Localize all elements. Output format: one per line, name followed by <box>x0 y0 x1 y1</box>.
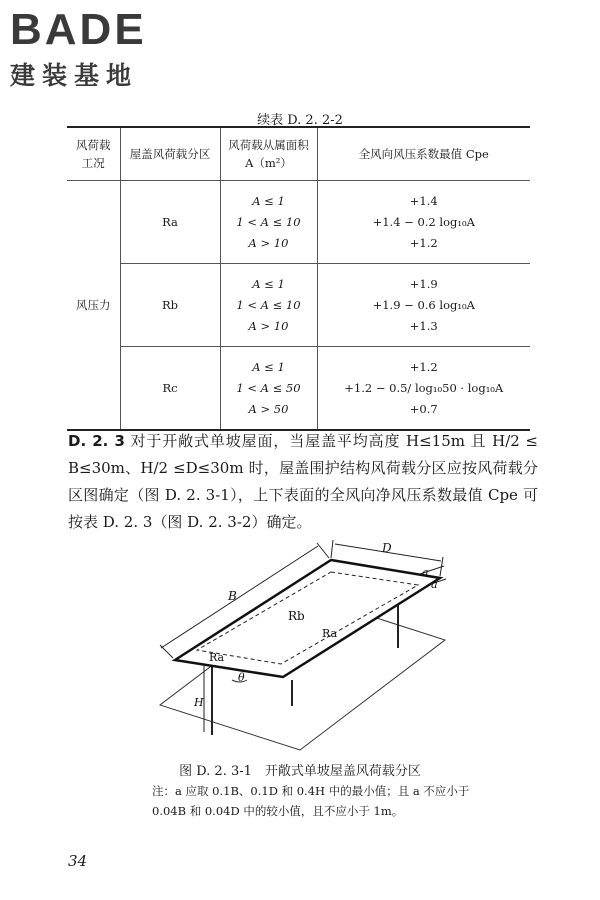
zone-cell: Rb <box>120 264 220 347</box>
zone-cell: Rc <box>120 347 220 431</box>
brand-subtitle: 建装基地 <box>10 61 139 90</box>
coef-line: +1.4 <box>409 193 438 208</box>
figure-caption: 图 D. 2. 3-1 开敞式单坡屋盖风荷载分区 <box>179 764 421 779</box>
label-a1: a <box>422 566 429 579</box>
label-d: D <box>382 541 392 555</box>
coef-line: +1.9 <box>409 276 438 291</box>
table-caption: 续表 D. 2. 2-2 <box>257 113 343 128</box>
coef-line: +1.4 − 0.2 log₁₀A <box>372 214 475 229</box>
clause-text: 对于开敞式单坡屋面，当屋盖平均高度 H≤15m 且 H/2 ≤ B≤30m、H/2 ≤D≤30m 时，屋盖围护结构风荷载分区应按风荷载分区图确定（图 D. 2. 3-1），上下表面的全风向净风压系数最值 Cpe 可按表 D. 2. 3（图 D. 2. 3-2）确定。 <box>68 432 538 531</box>
coef-line: +1.2 <box>409 359 438 374</box>
area-line: A > 10 <box>248 318 289 333</box>
zone-cell: Ra <box>120 181 220 264</box>
area-line: 1 < A ≤ 10 <box>236 297 301 312</box>
brand-name: BADE <box>10 5 147 54</box>
header-condition: 风荷载工况 <box>67 127 120 181</box>
label-b: B <box>228 589 237 603</box>
header-zone: 屋盖风荷载分区 <box>120 127 220 181</box>
label-ra-left: Ra <box>209 651 225 664</box>
page-number: 34 <box>68 852 88 870</box>
label-a2: a <box>431 578 438 591</box>
label-h: H <box>194 696 204 709</box>
coef-line: +0.7 <box>409 401 438 416</box>
coef-line: +1.9 − 0.6 log₁₀A <box>372 297 475 312</box>
label-theta: θ <box>238 671 245 684</box>
area-line: A ≤ 1 <box>252 359 285 374</box>
clause-number: D. 2. 3 <box>68 432 125 450</box>
area-line: A ≤ 1 <box>252 193 285 208</box>
condition-cell: 风压力 <box>67 181 120 431</box>
area-line: A > 50 <box>248 401 289 416</box>
area-line: 1 < A ≤ 10 <box>236 214 301 229</box>
area-line: 1 < A ≤ 50 <box>236 380 301 395</box>
coef-line: +1.2 − 0.5/ log₁₀50 · log₁₀A <box>344 380 504 395</box>
label-rb: Rb <box>288 609 305 623</box>
header-area: 风荷载从属面积 A（m²） <box>220 127 317 181</box>
header-coef: 全风向风压系数最值 Cpe <box>317 127 530 181</box>
area-line: A > 10 <box>248 235 289 250</box>
coef-line: +1.3 <box>409 318 438 333</box>
figure-note: 注：a 应取 0.1B、0.1D 和 0.4H 中的最小值；且 a 不应小于 0.04B 和 0.04D 中的较小值，且不应小于 1m。 <box>152 784 470 818</box>
area-line: A ≤ 1 <box>252 276 285 291</box>
coef-line: +1.2 <box>409 235 438 250</box>
label-ra-right: Ra <box>322 627 338 640</box>
